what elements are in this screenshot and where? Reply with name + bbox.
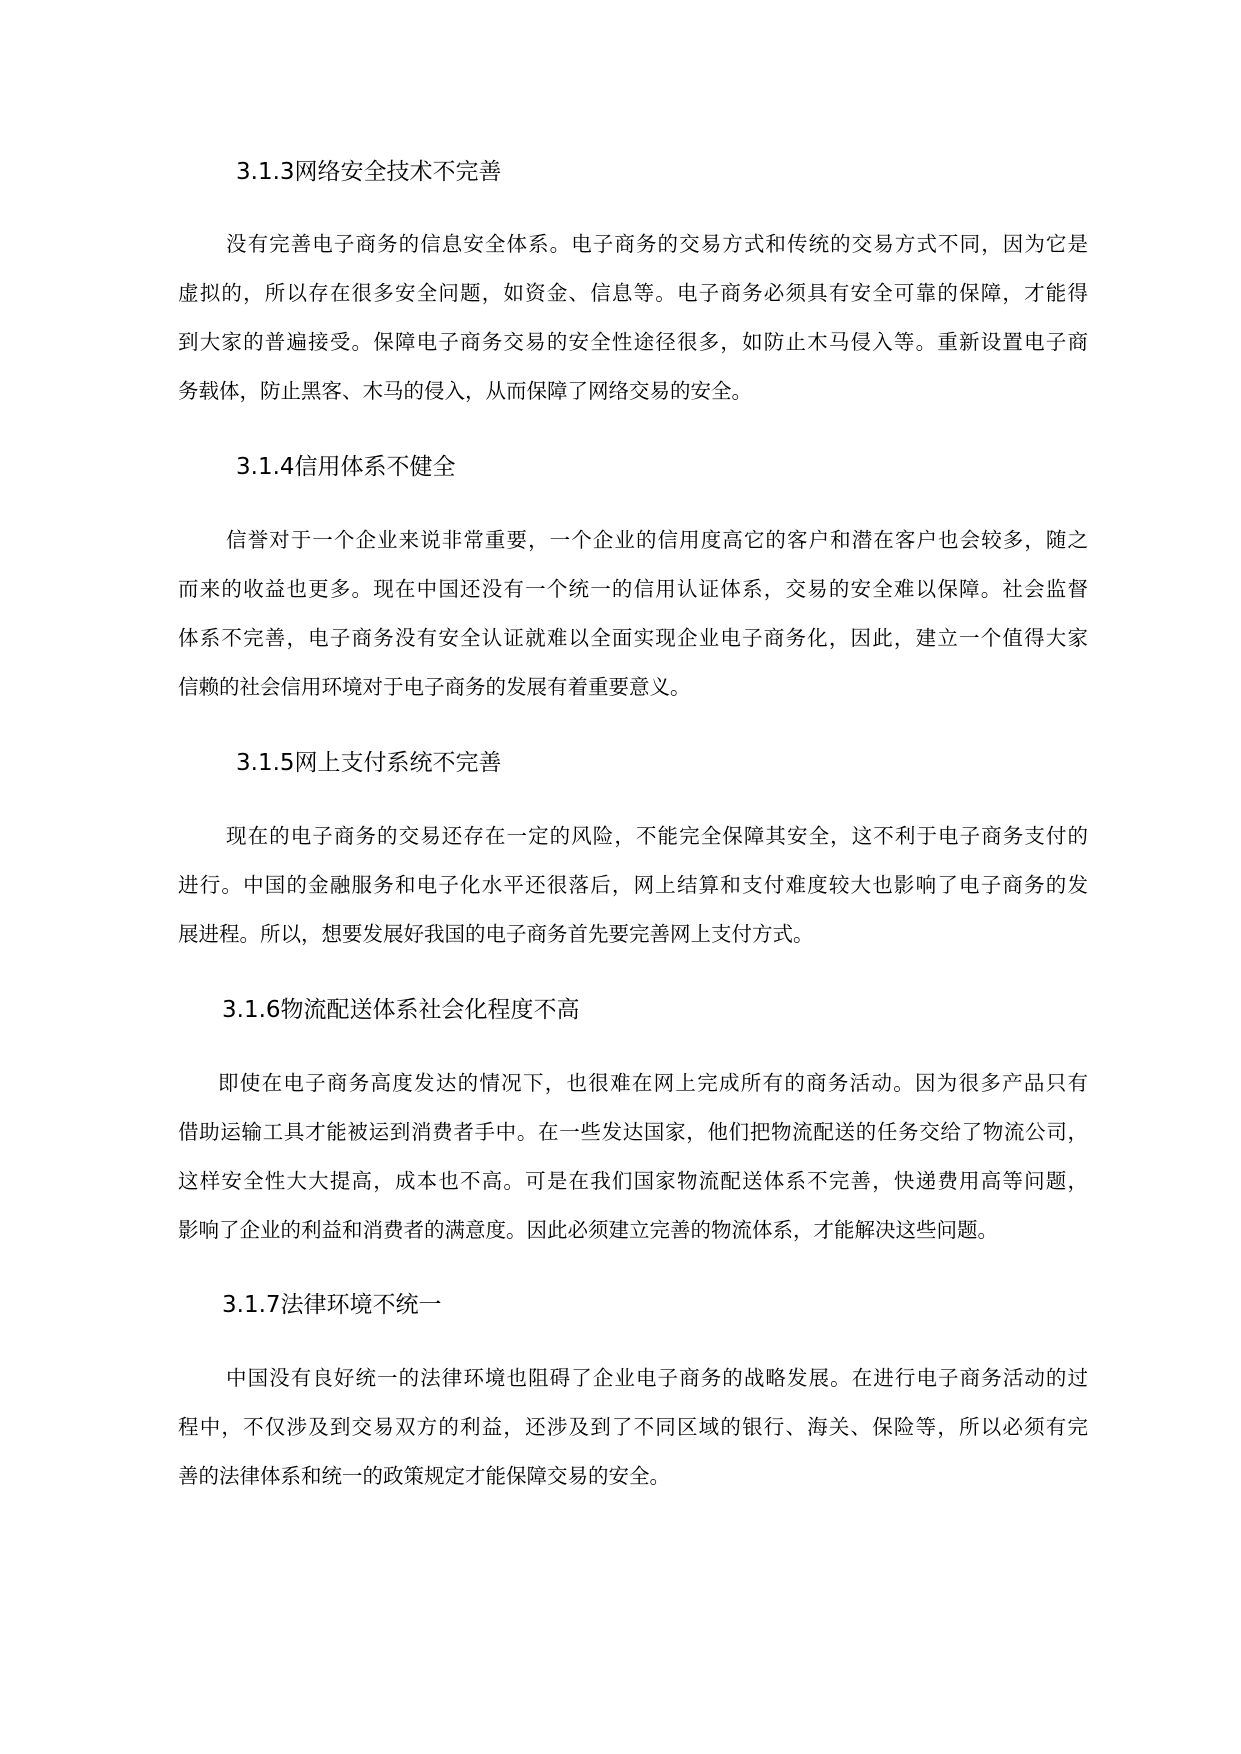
paragraph-line: 体系不完善，电子商务没有安全认证就难以全面实现企业电子商务化，因此，建立一个值得大家 <box>178 626 1088 650</box>
paragraph-line: 务载体，防止黑客、木马的侵入，从而保障了网络交易的安全。 <box>178 379 752 403</box>
section-heading: 3.1.3网络安全技术不完善 <box>236 159 502 185</box>
paragraph-line: 虚拟的，所以存在很多安全问题，如资金、信息等。电子商务必须具有安全可靠的保障，才能得 <box>178 281 1088 305</box>
paragraph-line: 程中，不仅涉及到交易双方的利益，还涉及到了不同区域的银行、海关、保险等，所以必须有完 <box>178 1415 1088 1439</box>
paragraph-line: 借助运输工具才能被运到消费者手中。在一些发达国家，他们把物流配送的任务交给了物流公司， <box>178 1120 1088 1144</box>
paragraph-line: 善的法律体系和统一的政策规定才能保障交易的安全。 <box>178 1464 670 1488</box>
paragraph-line: 现在的电子商务的交易还存在一定的风险，不能完全保障其安全，这不利于电子商务支付的 <box>226 824 1088 848</box>
section-paragraph <box>178 516 1088 712</box>
section-heading: 3.1.6物流配送体系社会化程度不高 <box>222 997 580 1023</box>
paragraph-line: 中国没有良好统一的法律环境也阻碍了企业电子商务的战略发展。在进行电子商务活动的过 <box>226 1366 1088 1390</box>
paragraph-line: 没有完善电子商务的信息安全体系。电子商务的交易方式和传统的交易方式不同，因为它是 <box>226 232 1088 256</box>
paragraph-line: 即使在电子商务高度发达的情况下，也很难在网上完成所有的商务活动。因为很多产品只有 <box>218 1071 1088 1095</box>
paragraph-line: 这样安全性大大提高，成本也不高。可是在我们国家物流配送体系不完善，快递费用高等问题， <box>178 1169 1088 1193</box>
paragraph-line: 展进程。所以，想要发展好我国的电子商务首先要完善网上支付方式。 <box>178 922 814 946</box>
paragraph-line: 信誉对于一个企业来说非常重要，一个企业的信用度高它的客户和潜在客户也会较多，随之 <box>226 528 1088 552</box>
paragraph-line: 而来的收益也更多。现在中国还没有一个统一的信用认证体系，交易的安全难以保障。社会监督 <box>178 577 1088 601</box>
section-heading: 3.1.7法律环境不统一 <box>222 1292 442 1318</box>
paragraph-line: 到大家的普遍接受。保障电子商务交易的安全性途径很多，如防止木马侵入等。重新设置电子商 <box>178 330 1088 354</box>
section-paragraph <box>178 812 1088 959</box>
paragraph-line: 进行。中国的金融服务和电子化水平还很落后，网上结算和支付难度较大也影响了电子商务的发 <box>178 873 1088 897</box>
section-paragraph <box>178 1354 1088 1501</box>
section-paragraph <box>178 220 1088 416</box>
paragraph-line: 影响了企业的利益和消费者的满意度。因此必须建立完善的物流体系，才能解决这些问题。 <box>178 1218 998 1242</box>
section-heading: 3.1.4信用体系不健全 <box>236 454 456 480</box>
section-heading: 3.1.5网上支付系统不完善 <box>236 750 502 776</box>
section-paragraph <box>178 1059 1088 1255</box>
paragraph-line: 信赖的社会信用环境对于电子商务的发展有着重要意义。 <box>178 675 691 699</box>
